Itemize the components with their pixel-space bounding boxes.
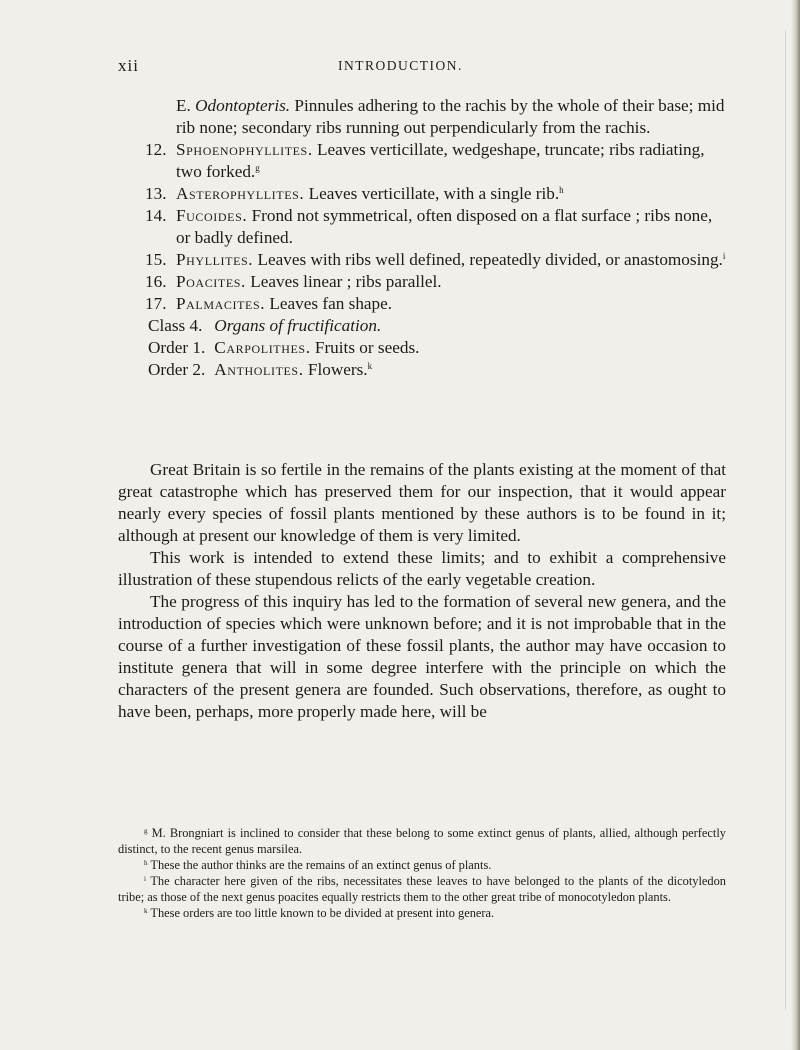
footnote-marker: k [367,361,373,371]
list-item [118,183,726,205]
genus-description: Frond not symmetrical, often disposed on a flat surface ; ribs none, or badly defined. [176,206,713,247]
footnote-mark: i [144,875,146,883]
item-number: 15. [145,250,167,269]
list-item [118,139,726,183]
paragraph: The progress of this inquiry has led to the formation of several new genera, and the introduction of species which were unknown before; and it is not improbable that in the course of a further investigation of these fossil plants, the author may have occasion to institute genera that will in some degree interfere with the principle on which the characters of the present genera are founded. Such observations, therefore, as ought to have been, perhaps, more properly made here, will be [118,592,726,721]
order-description: Flowers. [307,360,368,379]
footnote [118,857,726,873]
order-description: Fruits or seeds. [314,338,420,357]
item-number: 17. [145,294,167,313]
footnote-text: M. Brongniart is inclined to consider that these belong to some extinct genus of plants, allied, although perfectly distinct, to the recent genus marsilea. [118,826,727,856]
footnote-marker: h [559,185,564,195]
footnote-marker: g [255,163,260,173]
running-title: INTRODUCTION. [338,58,463,73]
genus-description: Leaves linear ; ribs parallel. [250,272,442,291]
item-number: 13. [145,184,167,203]
footnote-mark: k [144,907,148,915]
footnote [118,905,726,921]
footnote [118,873,726,905]
genus-description: Leaves verticillate, wedgeshape, truncate; ribs radiating, two forked. [176,140,705,181]
class-label: Class 4. [148,316,203,335]
order-name: Antholites. [214,360,304,379]
footnote [118,825,726,857]
genus-name: Odontopteris. [195,96,291,115]
genus-name: Asterophyllites. [176,184,305,203]
class-name: Organs of fructification. [214,316,382,335]
order-label: Order 1. [148,338,206,357]
footnote-text: The character here given of the ribs, necessitates these leaves to have belonged to the plants of the dicotyledon tribe; as those of the next genus poacites equally restricts them to the other great tribe of monocotyledon plants. [118,874,726,904]
list-item [118,205,726,249]
item-number: 12. [145,140,167,159]
page-edge-shadow [791,0,800,1050]
genus-description: Leaves with ribs well defined, repeatedly divided, or anastomosing. [257,250,723,269]
genus-name: Sphoenophyllites. [176,140,313,159]
genus-description: Pinnules adhering to the rachis by the whole of their base; mid rib none; secondary ribs running out perpendicularly from the rachis. [176,96,725,137]
genus-description: Leaves fan shape. [269,294,393,313]
footnote-mark: h [144,859,148,867]
class-heading [118,315,726,337]
order-row [118,337,726,359]
item-label: E. [176,96,191,115]
list-item [118,249,726,271]
page-number: xii [118,56,139,75]
genus-name: Palmacites. [176,294,266,313]
paragraph: Great Britain is so fertile in the remains of the plants existing at the moment of that great catastrophe which has preserved them for our inspection, that it would appear nearly every species of fossil plants mentioned by these authors is to be found in it; although at present our knowledge of them is very limited. [118,460,726,545]
list-item [118,271,726,293]
list-item [118,293,726,315]
paragraph: This work is intended to extend these limits; and to exhibit a comprehensive illustration of these stupendous relicts of the early vegetable creation. [118,548,726,589]
page-edge-line [785,30,786,1010]
footnote-text: These the author thinks are the remains of an extinct genus of plants. [150,858,492,872]
genus-description: Leaves verticillate, with a single rib. [308,184,560,203]
order-name: Carpolithes. [214,338,311,357]
item-number: 14. [145,206,167,225]
page-header [118,56,726,82]
order-row [118,359,726,381]
genus-name: Fucoides. [176,206,248,225]
body-text [118,459,726,723]
footnote-mark: g [144,827,148,835]
item-number: 16. [145,272,167,291]
genus-list [118,95,726,381]
footnotes [118,825,726,921]
footnote-text: These orders are too little known to be divided at present into genera. [150,906,495,920]
genus-name: Poacites. [176,272,246,291]
order-label: Order 2. [148,360,206,379]
genus-name: Phyllites. [176,250,254,269]
list-item [118,95,726,139]
footnote-marker: i [722,251,726,261]
